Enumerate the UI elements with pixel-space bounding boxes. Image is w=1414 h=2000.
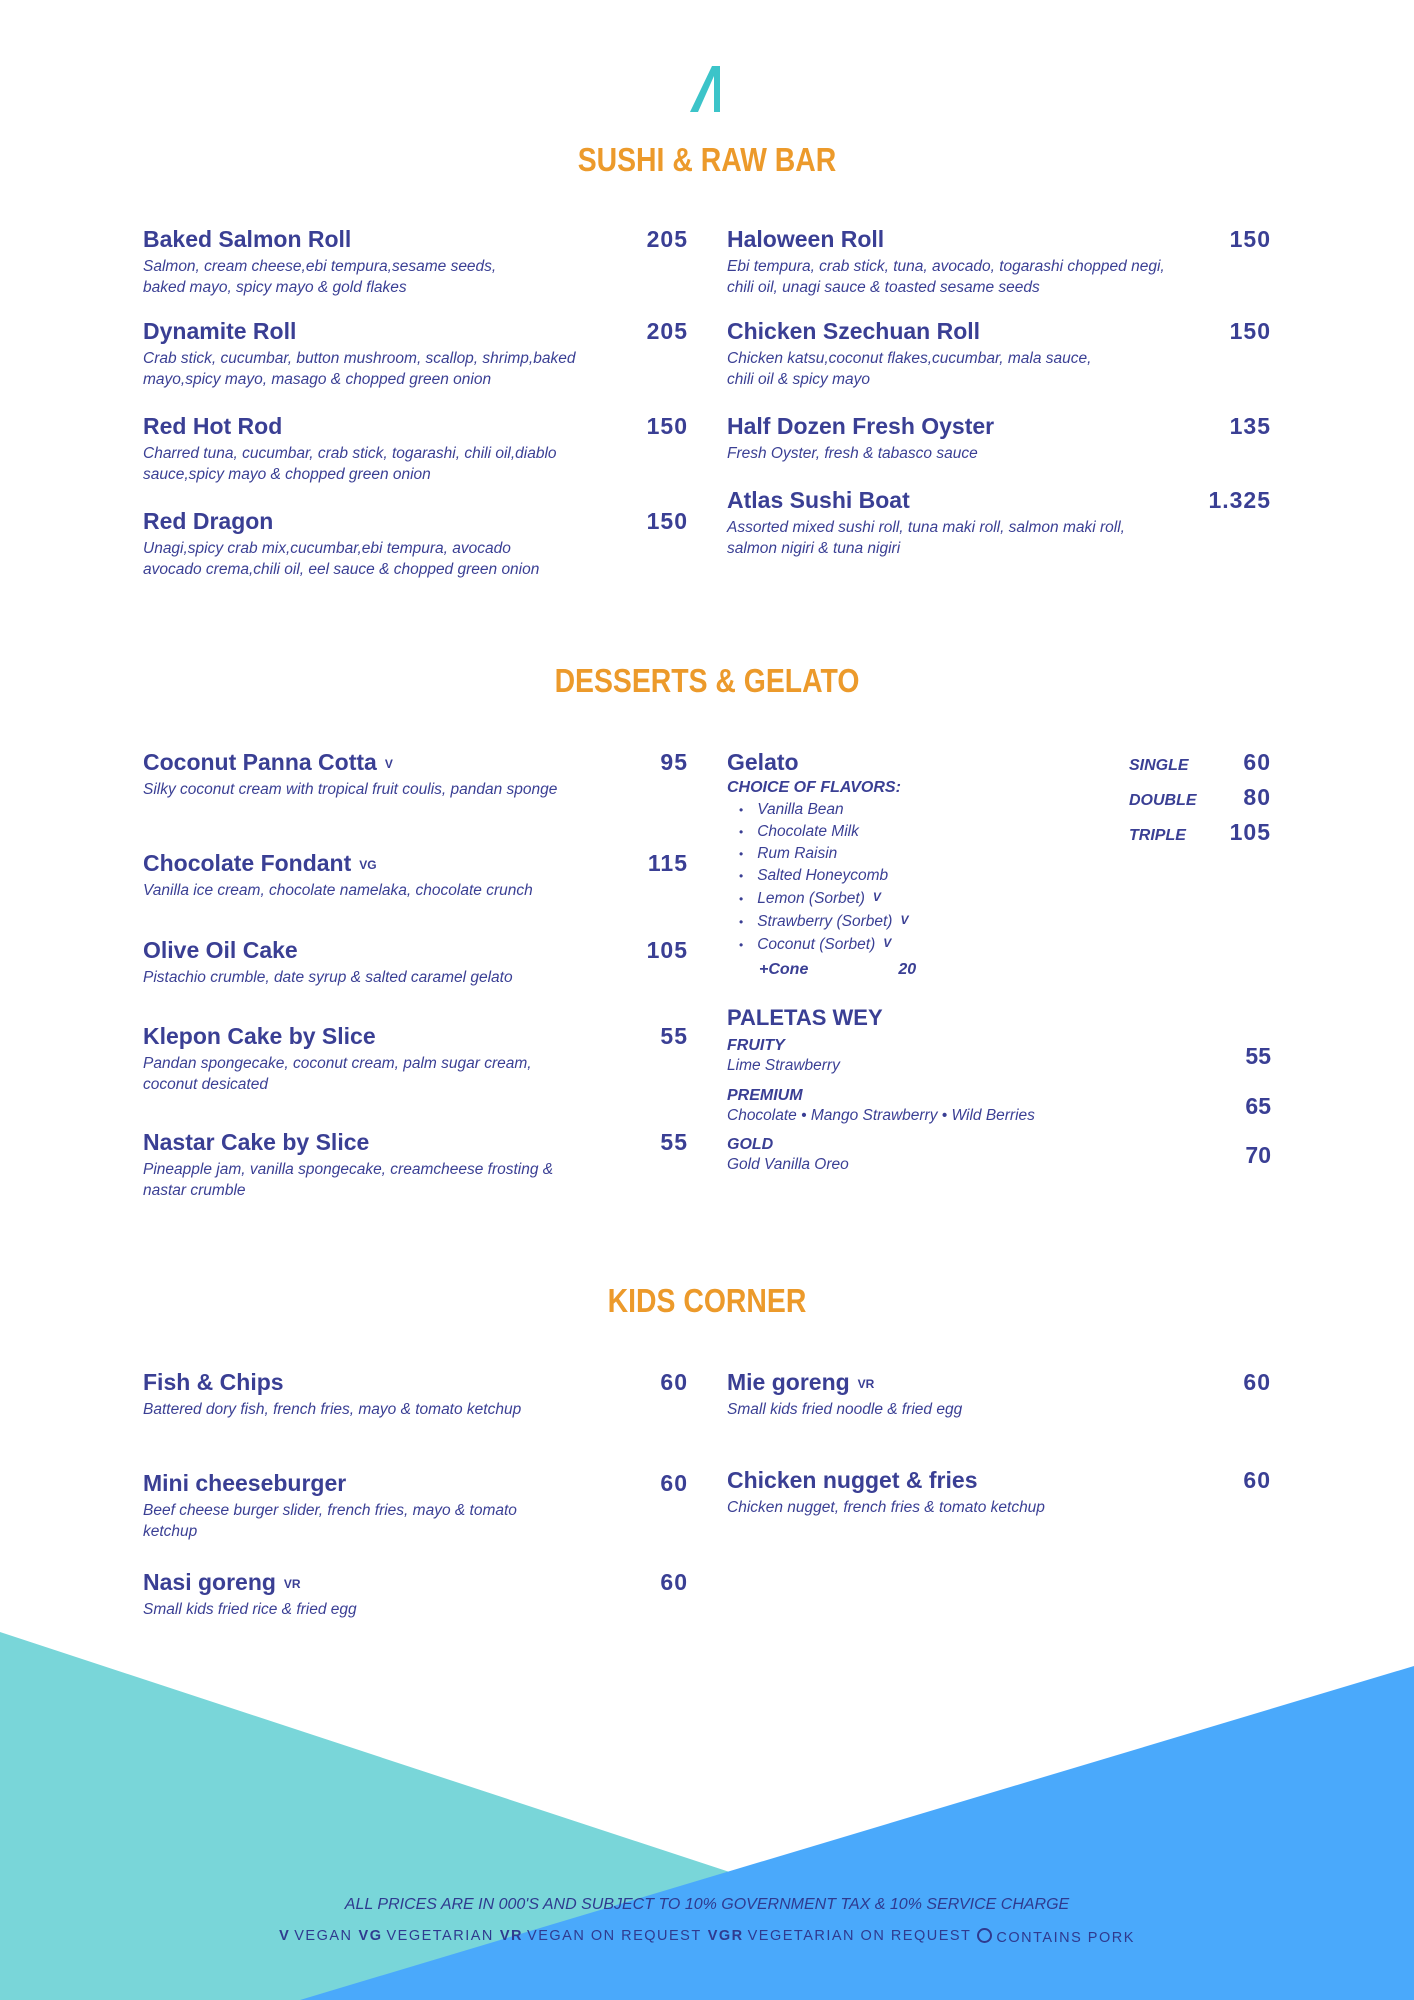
menu-item (143, 1470, 688, 1542)
list-item: • Strawberry (Sorbet) V (739, 910, 1271, 933)
kids-right-column (727, 1369, 1271, 1529)
item-desc: Salmon, cream cheese,ebi tempura,sesame seeds, (143, 258, 497, 275)
item-desc: Charred tuna, cucumbar, crab stick, togarashi, chili oil,diablo (143, 445, 557, 462)
menu-item (727, 413, 1271, 464)
item-price: 1.325 (1208, 487, 1271, 513)
vegetarian-mark-icon: VG (359, 858, 377, 872)
size-row: SINGLE 60 (1129, 749, 1271, 775)
menu-item (727, 1467, 1271, 1518)
size-row: TRIPLE 105 (1129, 819, 1271, 845)
vegan-mark-icon: V (900, 913, 909, 927)
list-item: • Chocolate Milk (739, 821, 1271, 843)
cone-price: 20 (898, 961, 917, 978)
item-desc: coconut desicated (143, 1076, 268, 1093)
item-name: Nasi goreng VR (143, 1569, 301, 1595)
item-price: 60 (660, 1470, 688, 1496)
gelato-block (727, 749, 1271, 989)
list-item: • Vanilla Bean (739, 799, 1271, 821)
menu-item (143, 226, 688, 298)
section-title-desserts: DESSERTS & GELATO (554, 662, 860, 699)
menu-item (143, 1023, 688, 1095)
item-desc: mayo,spicy mayo, masago & chopped green onion (143, 371, 492, 388)
item-desc: Small kids fried rice & fried egg (143, 1601, 357, 1618)
item-price: 150 (1229, 226, 1271, 252)
menu-item (143, 850, 688, 901)
item-desc: chili oil, unagi sauce & toasted sesame seeds (727, 279, 1040, 296)
item-desc: Crab stick, cucumbar, button mushroom, scallop, shrimp,baked (143, 350, 576, 367)
menu-item (143, 318, 688, 390)
item-desc: Ebi tempura, crab stick, tuna, avocado, togarashi chopped negi, (727, 258, 1165, 275)
item-name: Mini cheeseburger (143, 1470, 347, 1496)
item-desc: Fresh Oyster, fresh & tabasco sauce (727, 445, 978, 462)
item-price: 205 (646, 318, 688, 344)
vegan-mark-icon: V (279, 1928, 291, 1944)
item-price: 135 (1229, 413, 1271, 439)
paletas-title: PALETAS WEY (727, 1005, 883, 1030)
item-price: 205 (646, 226, 688, 252)
item-name: Red Hot Rod (143, 413, 283, 439)
vegan-on-request-mark-icon: VR (499, 1928, 524, 1944)
gelato-choice-label: CHOICE OF FLAVORS: (727, 779, 901, 796)
item-desc: Unagi,spicy crab mix,cucumbar,ebi tempura, avocado (143, 540, 511, 557)
item-desc: Pistachio crumble, date syrup & salted caramel gelato (143, 969, 513, 986)
item-price: 95 (660, 749, 688, 775)
item-desc: Chicken katsu,coconut flakes,cucumbar, mala sauce, (727, 350, 1092, 367)
paletas-block (727, 1005, 1271, 1185)
item-name: Chocolate Fondant VG (143, 850, 377, 876)
item-desc: Vanilla ice cream, chocolate namelaka, chocolate crunch (143, 882, 533, 899)
legend-item: VG VEGETARIAN (358, 1928, 494, 1944)
menu-item (143, 1569, 688, 1620)
item-name: Red Dragon (143, 508, 274, 534)
item-desc: chili oil & spicy mayo (727, 371, 870, 388)
item-price: 60 (1243, 1467, 1271, 1493)
item-name: Mie goreng VR (727, 1369, 875, 1395)
vegetarian-on-request-mark-icon: VGR (707, 1928, 744, 1944)
item-price: 60 (1243, 1369, 1271, 1395)
menu-item (143, 413, 688, 485)
vegan-mark-icon: V (883, 936, 892, 950)
item-name: Olive Oil Cake (143, 937, 298, 963)
menu-item (727, 318, 1271, 390)
menu-item (143, 1129, 688, 1201)
item-price: 60 (660, 1369, 688, 1395)
legend-item: VGR VEGETARIAN ON REQUEST (707, 1928, 972, 1944)
menu-item (143, 508, 688, 580)
gelato-cone (759, 961, 1271, 979)
section-title-sushi: SUSHI & RAW BAR (577, 141, 837, 178)
item-price: 60 (660, 1569, 688, 1595)
cone-label: +Cone (759, 961, 809, 978)
legend-item: V VEGAN (279, 1928, 353, 1944)
item-desc: Small kids fried noodle & fried egg (727, 1401, 963, 1418)
item-name: Coconut Panna Cotta V (143, 749, 393, 775)
item-price: 55 (660, 1129, 688, 1155)
item-price: 105 (646, 937, 688, 963)
item-desc: Silky coconut cream with tropical fruit coulis, pandan sponge (143, 781, 558, 798)
sushi-left-column (143, 226, 688, 596)
vegan-on-request-mark-icon: VR (857, 1377, 875, 1391)
item-desc: avocado crema,chili oil, eel sauce & chopped green onion (143, 561, 540, 578)
item-desc: nastar crumble (143, 1182, 246, 1199)
legend-item: CONTAINS PORK (977, 1928, 1134, 1946)
list-item: • Salted Honeycomb (739, 865, 1271, 887)
paletas-tier: GOLD Gold Vanilla Oreo 70 (727, 1136, 1271, 1173)
item-name: Chicken Szechuan Roll (727, 318, 981, 344)
item-price: 55 (660, 1023, 688, 1049)
item-desc: Assorted mixed sushi roll, tuna maki roll, salmon maki roll, (727, 519, 1125, 536)
list-item: • Lemon (Sorbet) V (739, 887, 1271, 910)
vegan-mark-icon: V (872, 890, 881, 904)
item-desc: baked mayo, spicy mayo & gold flakes (143, 279, 407, 296)
item-desc: Chicken nugget, french fries & tomato ketchup (727, 1499, 1045, 1516)
item-desc: Battered dory fish, french fries, mayo & tomato ketchup (143, 1401, 522, 1418)
item-price: 150 (646, 508, 688, 534)
gelato-title: Gelato (727, 749, 799, 775)
item-name: Nastar Cake by Slice (143, 1129, 370, 1155)
gelato-flavor-list (727, 799, 1271, 956)
menu-item (727, 226, 1271, 298)
item-desc: salmon nigiri & tuna nigiri (727, 540, 901, 557)
sushi-right-column (727, 226, 1271, 566)
item-price: 150 (1229, 318, 1271, 344)
list-item: • Coconut (Sorbet) V (739, 933, 1271, 956)
vegan-on-request-mark-icon: VR (283, 1577, 301, 1591)
item-desc: Beef cheese burger slider, french fries, mayo & tomato (143, 1502, 517, 1519)
item-desc: ketchup (143, 1523, 198, 1540)
paletas-tier: FRUITY Lime Strawberry 55 (727, 1037, 1271, 1074)
size-row: DOUBLE 80 (1129, 784, 1271, 810)
kids-left-column (143, 1369, 688, 1629)
list-item: • Rum Raisin (739, 843, 1271, 865)
vegetarian-mark-icon: VG (358, 1928, 383, 1944)
item-desc: Pandan spongecake, coconut cream, palm sugar cream, (143, 1055, 532, 1072)
menu-item (727, 487, 1271, 559)
desserts-left-column (143, 749, 688, 1209)
item-desc: Pineapple jam, vanilla spongecake, creamcheese frosting & (143, 1161, 554, 1178)
item-name: Baked Salmon Roll (143, 226, 352, 252)
item-name: Klepon Cake by Slice (143, 1023, 376, 1049)
item-name: Chicken nugget & fries (727, 1467, 978, 1493)
atlas-logo-icon (688, 64, 728, 114)
item-price: 115 (647, 850, 688, 876)
menu-item (143, 749, 688, 800)
menu-item (143, 1369, 688, 1420)
item-price: 150 (646, 413, 688, 439)
paletas-tier: PREMIUM Chocolate • Mango Strawberry • Wild Berries 65 (727, 1087, 1271, 1124)
dietary-legend (0, 1928, 1414, 1946)
item-name: Dynamite Roll (143, 318, 297, 344)
section-title-kids: KIDS CORNER (607, 1282, 807, 1319)
item-desc: sauce,spicy mayo & chopped green onion (143, 466, 431, 483)
menu-item (727, 1369, 1271, 1420)
item-name: Fish & Chips (143, 1369, 284, 1395)
item-name: Haloween Roll (727, 226, 885, 252)
legend-item: VR VEGAN ON REQUEST (499, 1928, 702, 1944)
menu-item (143, 937, 688, 988)
item-name: Half Dozen Fresh Oyster (727, 413, 995, 439)
pork-icon (977, 1928, 992, 1943)
footer-price-note: ALL PRICES ARE IN 000'S AND SUBJECT TO 10% GOVERNMENT TAX & 10% SERVICE CHARGE (344, 1896, 1070, 1913)
vegan-mark-icon: V (384, 757, 393, 771)
item-name: Atlas Sushi Boat (727, 487, 910, 513)
